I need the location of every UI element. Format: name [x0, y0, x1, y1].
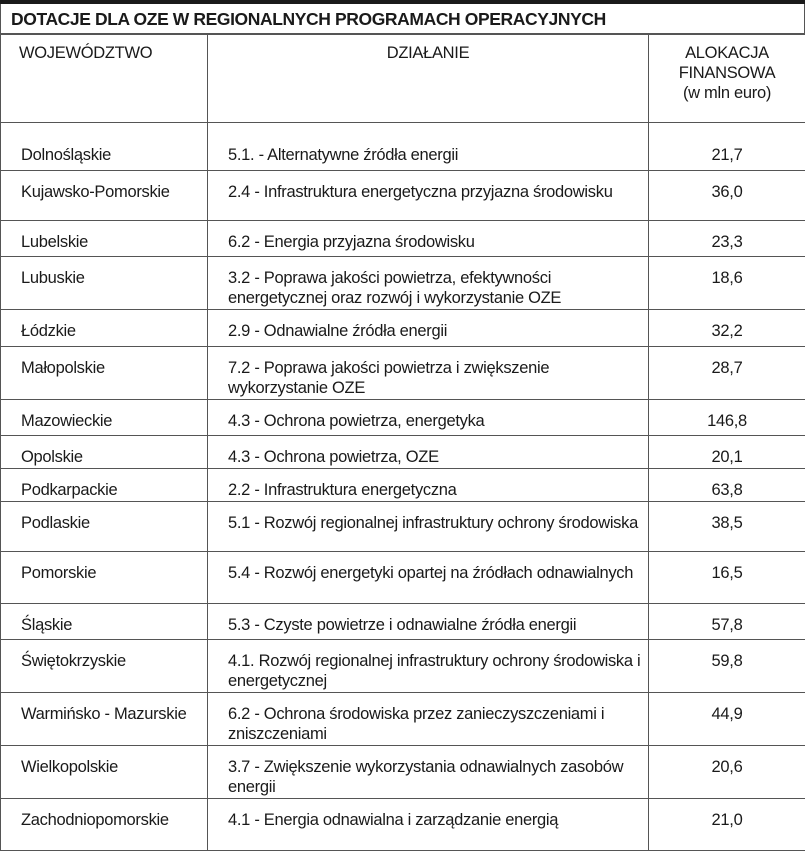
allocation-cell: 21,7 [649, 123, 805, 171]
table-row [1, 502, 805, 552]
action-cell: 5.1 - Rozwój regionalnej infrastruktury ochrony środowiska [208, 502, 649, 552]
allocation-cell: 23,3 [649, 221, 805, 257]
table-row [1, 604, 805, 640]
region-cell: Mazowieckie [1, 400, 208, 436]
action-cell: 4.3 - Ochrona powietrza, OZE [208, 436, 649, 469]
action-cell: 5.4 - Rozwój energetyki opartej na źródłach odnawialnych [208, 552, 649, 604]
allocation-cell: 44,9 [649, 693, 805, 746]
action-cell: 6.2 - Energia przyjazna środowisku [208, 221, 649, 257]
table-row [1, 693, 805, 746]
header-region: WOJEWÓDZTWO [1, 35, 208, 123]
region-cell: Pomorskie [1, 552, 208, 604]
region-cell: Małopolskie [1, 347, 208, 400]
action-cell: 2.2 - Infrastruktura energetyczna [208, 469, 649, 502]
header-allocation-line: ALOKACJA [650, 43, 804, 63]
region-cell: Podlaskie [1, 502, 208, 552]
table-row [1, 469, 805, 502]
region-cell: Śląskie [1, 604, 208, 640]
allocation-cell: 36,0 [649, 171, 805, 221]
allocation-cell: 20,1 [649, 436, 805, 469]
allocation-cell: 38,5 [649, 502, 805, 552]
table-row [1, 640, 805, 693]
region-cell: Wielkopolskie [1, 746, 208, 799]
allocation-cell: 59,8 [649, 640, 805, 693]
table-row [1, 310, 805, 347]
action-cell: 5.3 - Czyste powietrze i odnawialne źródła energii [208, 604, 649, 640]
allocation-cell: 16,5 [649, 552, 805, 604]
action-cell: 4.1 - Energia odnawialna i zarządzanie energią [208, 799, 649, 851]
region-cell: Zachodniopomorskie [1, 799, 208, 851]
region-cell: Lubuskie [1, 257, 208, 310]
allocation-cell: 63,8 [649, 469, 805, 502]
region-cell: Łódzkie [1, 310, 208, 347]
region-cell: Podkarpackie [1, 469, 208, 502]
table-row [1, 171, 805, 221]
table-row [1, 746, 805, 799]
header-row [1, 35, 805, 123]
allocation-cell: 21,0 [649, 799, 805, 851]
header-allocation-line: (w mln euro) [650, 83, 804, 103]
allocation-cell: 18,6 [649, 257, 805, 310]
region-cell: Warmińsko - Mazurskie [1, 693, 208, 746]
table-title: DOTACJE DLA OZE W REGIONALNYCH PROGRAMACH OPERACYJNYCH [0, 4, 805, 34]
action-cell: 4.1. Rozwój regionalnej infrastruktury ochrony środowiska i energetycznej [208, 640, 649, 693]
table-row [1, 221, 805, 257]
allocation-cell: 20,6 [649, 746, 805, 799]
table-row [1, 799, 805, 851]
header-allocation [649, 35, 805, 123]
region-cell: Lubelskie [1, 221, 208, 257]
action-cell: 2.9 - Odnawialne źródła energii [208, 310, 649, 347]
region-cell: Świętokrzyskie [1, 640, 208, 693]
region-cell: Opolskie [1, 436, 208, 469]
table-row [1, 123, 805, 171]
table-row [1, 552, 805, 604]
allocation-cell: 28,7 [649, 347, 805, 400]
allocation-cell: 32,2 [649, 310, 805, 347]
action-cell: 2.4 - Infrastruktura energetyczna przyjazna środowisku [208, 171, 649, 221]
table-row [1, 436, 805, 469]
action-cell: 6.2 - Ochrona środowiska przez zanieczyszczeniami i zniszczeniami [208, 693, 649, 746]
oze-allocation-table [0, 34, 805, 851]
allocation-cell: 146,8 [649, 400, 805, 436]
action-cell: 3.2 - Poprawa jakości powietrza, efektywności energetycznej oraz rozwój i wykorzystanie OZE [208, 257, 649, 310]
header-action: DZIAŁANIE [208, 35, 649, 123]
table-row [1, 257, 805, 310]
action-cell: 3.7 - Zwiększenie wykorzystania odnawialnych zasobów energii [208, 746, 649, 799]
region-cell: Kujawsko-Pomorskie [1, 171, 208, 221]
header-allocation-line: FINANSOWA [650, 63, 804, 83]
table-row [1, 347, 805, 400]
allocation-cell: 57,8 [649, 604, 805, 640]
action-cell: 5.1. - Alternatywne źródła energii [208, 123, 649, 171]
action-cell: 4.3 - Ochrona powietrza, energetyka [208, 400, 649, 436]
region-cell: Dolnośląskie [1, 123, 208, 171]
table-row [1, 400, 805, 436]
action-cell: 7.2 - Poprawa jakości powietrza i zwiększenie wykorzystanie OZE [208, 347, 649, 400]
